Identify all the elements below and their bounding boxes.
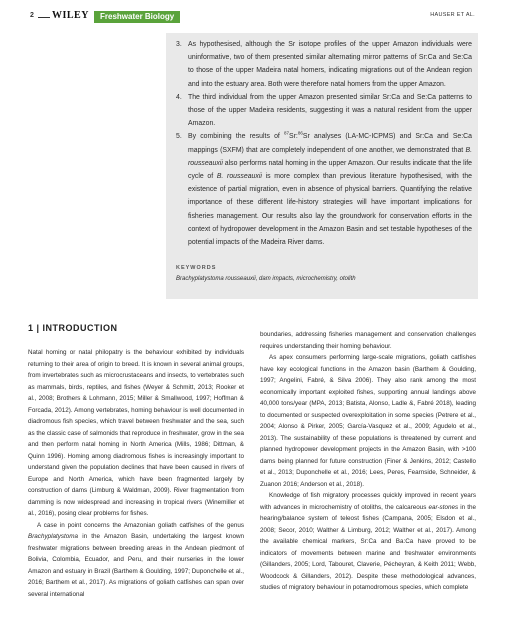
right-column	[260, 329, 476, 594]
text-run: By combining the results of	[188, 133, 285, 141]
abstract-item	[176, 91, 472, 131]
abstract-item	[176, 130, 472, 249]
paragraph	[260, 490, 476, 594]
text-run: is more complex than previous literature hypothesised, with the existence of partial migration, even in absence of physical barriers. Quantifying the relative importance of these different life-history strategies will have important implications for fisheries management. Our results also lay the groundwork for conservation efforts in the context of hydropower development in the Amazon Basin and set testable hypotheses of the potential impacts of the Madeira River dams.	[188, 173, 473, 247]
abstract-item-number: 4.	[176, 93, 182, 101]
superscript: 86	[297, 131, 303, 137]
text-run: Knowledge of fish migratory processes quickly improved in recent years with advances in microchemistry of otoliths, the calcareous	[260, 492, 476, 511]
text-run: Sr analyses (LA-MC-ICPMS) and Sr:Ca and Se:Ca mappings (SXFM) that are completely independent of one another, we demonstrated that	[188, 133, 472, 154]
abstract-item-number: 3.	[176, 41, 182, 48]
publisher-logo: WILEY	[52, 10, 89, 21]
italic-text: ear-stones	[428, 503, 459, 511]
text-run: in the hearing/balance system of teleost fishes (Campana, 2005; Elsdon et al., 2008; Secor, 2010; Walther & Limburg, 2012; Walther et al., 2017). Among the available chemical markers, Sr:Ca and Ba:Ca have proved to be indicators of movements between marine and freshwater environments (Gillanders, 2005; Lord, Tabouret, Claverie, Pécheyran, & Keith 2011; Webb, Woodcock & Gillanders, 2012). Despite these methodological advances, studies of migratory behaviour in potamodromous species, which complete	[260, 503, 476, 591]
text-run: A case in point concerns the Amazonian goliath catfishes of the genus	[37, 521, 244, 529]
abstract-list	[176, 38, 472, 249]
italic-text: Brachyplatystoma	[28, 533, 79, 540]
section-title: 1 | INTRODUCTION	[28, 323, 118, 333]
text-run: also performs natal homing in the upper Amazon. Our results indicate that the life cycle of	[188, 159, 472, 181]
abstract-item	[176, 38, 472, 91]
text-run: As apex consumers performing large-scale migrations, goliath catfishes have key ecological functions in the Amazon basin (Barthem & Goulding, 1997; Angelini, Fabré, & Silva 2006). They also rank among the most economically important exploited fishes, supporting annual landings above 40,000 tons/year (MPA, 2013; Batista, Alonso, Ladle &, Fabré 2018), leading to documented or suspected overexploitation in some species (Petrere et al., 2004; Alonso & Pirker, 2005; García-Vasquez et al., 2009; Agudelo et al., 2013). The sustainability of these populations is threatened by current and planned hydropower development projects in the Amazon Basin, with >100 dams being planned for future construction (Finer & Jenkins, 2012; Castello et al., 2013; Duponchelle et al., 2016; Lees, Peres, Fearnside, Schneider, & Zuanon 2016; Anderson et al., 2018).	[260, 354, 476, 488]
text-run: Natal homing or natal philopatry is the behaviour exhibited by individuals returning to their area of origin to breed. It is known in several animal groups, from invertebrates such as microcrustaceans and insects, to vertebrates such as mammals, birds, reptiles, and fishes (Weyer & Schmitt, 2013; Rooker et al., 2008; Brothers & Lohmann, 2015; Miller & Smallwood, 1997; Hoffman & Forcada, 2012). Among vertebrates, homing behaviour is well documented in diadromous fish species, which travel between freshwater and the sea, such as the classic case of salmonids that reproduce in freshwater, grow in the sea and then perform natal homing in North America (Mills, 1986; Dittman, & Quinn 1996). Homing among diadromous fishes is increasingly important to understand given the population declines that have been caused in rivers of Europe and North America, which have been fragmented largely by construction of dams (Limburg & Waldman, 2009). River fragmentation from damming is now widespread and increasing in tropical rivers (Winemiller et al., 2016), posing clear problems for fishes.	[28, 349, 244, 517]
paragraph	[260, 352, 476, 490]
text-run: The third individual from the upper Amazon presented similar Sr:Ca and Se:Ca patterns to those of the upper Madeira residents, suggesting it was a natural resident from the upper Amazon.	[188, 93, 472, 128]
text-run: Sr:	[289, 133, 298, 141]
text-run: in the Amazon Basin, undertaking the largest known freshwater migrations between breeding areas in the Andean piedmont of Bolivia, Colombia, Ecuador, and Peru, and their nurseries in the lower Amazon and estuary in Brazil (Barthem & Goulding, 1997; Duponchelle et al., 2016; Barthem et al., 2017). As migrations of goliath catfishes can span over several international	[28, 533, 244, 598]
paragraph	[260, 329, 476, 352]
italic-text: B. rousseauxii	[188, 146, 472, 167]
keywords-heading: KEYWORDS	[176, 265, 217, 271]
text-run: boundaries, addressing fisheries management and conservation challenges requires understanding their homing behaviour.	[260, 331, 476, 350]
text-run: As hypothesised, although the Sr isotope profiles of the upper Amazon individuals were uninformative, two of them presented similar alternating mirror patterns of Sr:Ca and Se:Ca to those of the upper Madeira natal homers, indicating migrations out of the Andean region and into the estuary area. Both were therefore natal homers from the upper Amazon.	[188, 41, 472, 88]
italic-text: B. rousseauxii	[216, 173, 262, 181]
abstract-item-number: 5.	[176, 133, 182, 141]
keywords-text: Brachyplatystoma rousseauxii, dam impacts, microchemistry, otolith	[176, 276, 356, 282]
page-number: 2	[30, 12, 34, 19]
paragraph	[28, 520, 244, 601]
superscript: 87	[284, 131, 290, 137]
left-column	[28, 347, 244, 600]
running-author: HAUSER ET AL.	[430, 12, 475, 18]
journal-badge: Freshwater Biology	[94, 11, 180, 23]
page-header	[30, 10, 475, 26]
paragraph	[28, 347, 244, 520]
